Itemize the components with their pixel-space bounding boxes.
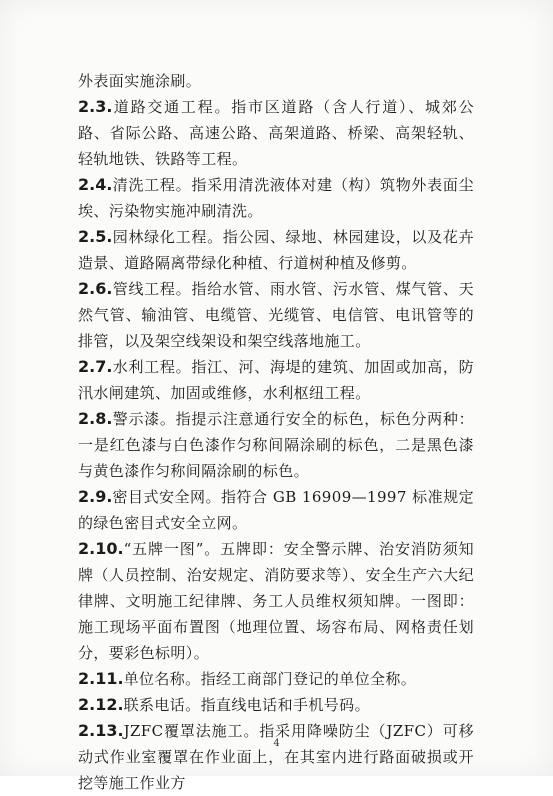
paragraph-number: 2.11.: [78, 669, 124, 688]
paragraph-text: JZFC覆罩法施工。指采用降噪防尘（JZFC）可移动式作业室覆罩在作业面上，在其室内进行路面破损或开挖等施工作业方: [78, 722, 474, 792]
paragraph-text: 园林绿化工程。指公园、绿地、林园建设，以及花卉造景、道路隔离带绿化种植、行道树种植及修剪。: [78, 228, 474, 272]
paragraph-text: 单位名称。指经工商部门登记的单位全称。: [123, 670, 417, 688]
paragraph-text: “五牌一图”。五牌即：安全警示牌、治安消防须知牌（人员控制、治安规定、消防要求等）、安全生产六大纪律牌、文明施工纪律牌、务工人员维权须知牌。一图即：施工现场平面布置图（地理位置、场容布局、网格责任划分，要彩色标明）。: [78, 540, 474, 662]
paragraph-text: 密目式安全网。指符合 GB 16909—1997 标准规定的绿色密目式安全立网。: [78, 488, 474, 532]
paragraph-text: 清洗工程。指采用清洗液体对建（构）筑物外表面尘埃、污染物实施冲刷清洗。: [78, 176, 474, 220]
paragraph-2-10: [78, 536, 474, 666]
paragraph-text: 联系电话。指直线电话和手机号码。: [123, 696, 370, 714]
document-body: [78, 68, 474, 796]
paragraph-2-6: [78, 276, 474, 354]
paragraph-2-11: [78, 666, 474, 692]
paragraph-2-7: [78, 354, 474, 406]
page-number: 4: [273, 738, 280, 749]
paragraph-2-12: [78, 692, 474, 718]
paragraph-text: 水利工程。指江、河、海堤的建筑、加固或加高，防汛水闸建筑、加固或维修，水利枢纽工程。: [78, 358, 474, 402]
paragraph-2-13: [78, 718, 474, 796]
paragraph-2-4: [78, 172, 474, 224]
paragraph-continuation: [78, 68, 474, 94]
paragraph-2-3: [78, 94, 474, 172]
paragraph-text: 道路交通工程。指市区道路（含人行道）、城郊公路、省际公路、高速公路、高架道路、桥梁、高架轻轨、轻轨地铁、铁路等工程。: [78, 98, 474, 168]
paragraph-2-9: [78, 484, 474, 536]
paragraph-number: 2.3.: [78, 97, 113, 116]
paragraph-2-8: [78, 406, 474, 484]
paragraph-number: 2.13.: [78, 721, 124, 740]
paragraph-text: 外表面实施涂刷。: [78, 72, 202, 90]
paragraph-number: 2.6.: [78, 279, 113, 298]
paragraph-number: 2.10.: [78, 539, 124, 558]
paragraph-2-5: [78, 224, 474, 276]
paragraph-text: 管线工程。指给水管、雨水管、污水管、煤气管、天然气管、输油管、电缆管、光缆管、电信管、电讯管等的排管，以及架空线架设和架空线落地施工。: [78, 280, 474, 350]
paragraph-number: 2.12.: [78, 695, 124, 714]
paragraph-text: 警示漆。指提示注意通行安全的标色，标色分两种：一是红色漆与白色漆作匀称间隔涂刷的标色，二是黑色漆与黄色漆作匀称间隔涂刷的标色。: [78, 410, 474, 480]
paragraph-number: 2.7.: [78, 357, 113, 376]
paragraph-number: 2.4.: [78, 175, 113, 194]
paragraph-number: 2.5.: [78, 227, 113, 246]
paragraph-number: 2.8.: [78, 409, 113, 428]
paragraph-number: 2.9.: [78, 487, 113, 506]
